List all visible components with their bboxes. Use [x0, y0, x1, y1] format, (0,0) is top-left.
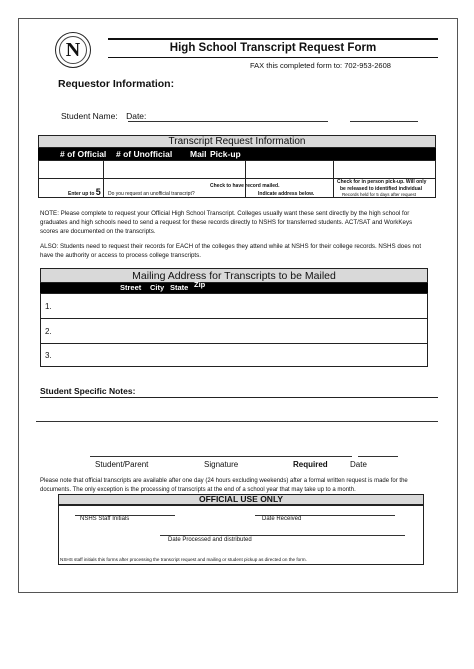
date-processed-label: Date Processed and distributed	[168, 537, 252, 543]
student-name-text: Student Name:	[61, 111, 118, 121]
logo-letter: N	[65, 38, 81, 61]
student-name-field[interactable]	[128, 121, 328, 122]
enter-up-to-note	[68, 187, 101, 197]
transcript-section-header: Transcript Request Information	[38, 135, 436, 148]
signature-label: Signature	[204, 460, 239, 469]
enter-up-to-number: 5	[95, 187, 101, 197]
official-use-header: OFFICIAL USE ONLY	[58, 494, 424, 505]
mailing-row-1-label: 1.	[45, 302, 52, 311]
col-mail: Mail	[190, 149, 207, 159]
mailing-row-3-label: 3.	[45, 351, 52, 360]
note-paragraph-2: ALSO: Students need to request their records for EACH of the colleges they attend while at NSHS for their college records. NSHS does not have the authority or access to process college transcripts.	[40, 243, 422, 259]
col-city: City	[150, 283, 165, 292]
student-notes-heading: Student Specific Notes:	[40, 386, 136, 396]
address-1-input[interactable]	[60, 295, 426, 317]
transcript-col-divider-3	[333, 160, 334, 198]
unofficial-count-input[interactable]	[105, 161, 244, 178]
requestor-heading: Requestor Information:	[58, 78, 175, 90]
signature-date-label: Date	[350, 460, 367, 469]
pickup-note-1: Check for in person pick-up. Will only	[337, 179, 427, 185]
pickup-checkbox[interactable]	[335, 161, 435, 178]
transcript-col-divider-2	[245, 160, 246, 198]
pickup-note-3: Records held for 5 days after request	[342, 192, 417, 197]
title-bottom-rule	[108, 57, 438, 58]
col-official: # of Official	[60, 149, 107, 159]
fax-note: FAX this completed form to: 702-953-2608	[250, 61, 391, 70]
student-name-label	[61, 111, 146, 121]
col-state: State	[170, 283, 189, 292]
pickup-note-2: be released to identified individual	[340, 186, 422, 192]
mailing-row-2-label: 2.	[45, 327, 52, 336]
mailing-column-bar	[40, 280, 428, 293]
unofficial-note: Do you request an unofficial transcript?	[108, 191, 195, 197]
mail-note-1: Check to have record mailed.	[210, 183, 280, 189]
note-paragraph-1: NOTE: Please complete to request your Official High School Transcript. Colleges usually want these sent directly by the high school for graduates and high schools need to send a request for these records directly to NSHS for transferred students. ACT/SAT and WorkKeys scores are documented on the transcripts.	[40, 210, 413, 235]
address-2-input[interactable]	[60, 320, 426, 342]
title-top-rule	[108, 38, 438, 40]
mailing-section-header: Mailing Address for Transcripts to be Mailed	[40, 268, 428, 283]
date-processed-line[interactable]	[160, 535, 405, 536]
date-label: Date:	[126, 111, 147, 121]
date-field[interactable]	[350, 121, 418, 122]
date-received-label: Date Received	[262, 516, 302, 522]
enter-up-to-text: Enter up to	[68, 191, 95, 197]
official-count-input[interactable]	[40, 161, 102, 178]
mailing-row-divider-1	[40, 318, 428, 319]
student-notes-input[interactable]	[40, 399, 438, 419]
signature-line[interactable]	[90, 456, 352, 457]
transcript-col-divider-1	[103, 160, 104, 198]
mail-note-2: Indicate address below.	[258, 191, 315, 197]
school-logo	[55, 32, 91, 68]
required-label: Required	[293, 460, 328, 469]
address-3-input[interactable]	[60, 345, 426, 366]
col-pickup: Pick-up	[210, 149, 241, 159]
student-notes-rule	[40, 397, 438, 398]
mailing-row-divider-2	[40, 343, 428, 344]
transcript-column-bar	[38, 148, 436, 160]
staff-initials-label: NSHS Staff Initials	[80, 516, 130, 522]
student-parent-label: Student/Parent	[95, 460, 149, 469]
staff-note: NSHS staff initials this forms after processing the transcript request and mailing or student pickup as directed on the form.	[60, 557, 307, 562]
notes-bottom-rule	[36, 421, 438, 422]
mail-checkbox[interactable]	[247, 161, 332, 178]
col-zip: Zip	[194, 280, 206, 289]
signature-date-line[interactable]	[358, 456, 398, 457]
col-unofficial: # of Unofficial	[116, 149, 173, 159]
footer-note: Please note that official transcripts are available after one day (24 hours excluding weekends) after a formal written request is made for the documents. The only exception is the processing of transcripts at the end of a school year that may take up to a month.	[40, 478, 408, 493]
form-title: High School Transcript Request Form	[169, 42, 377, 54]
col-street: Street	[120, 283, 142, 292]
